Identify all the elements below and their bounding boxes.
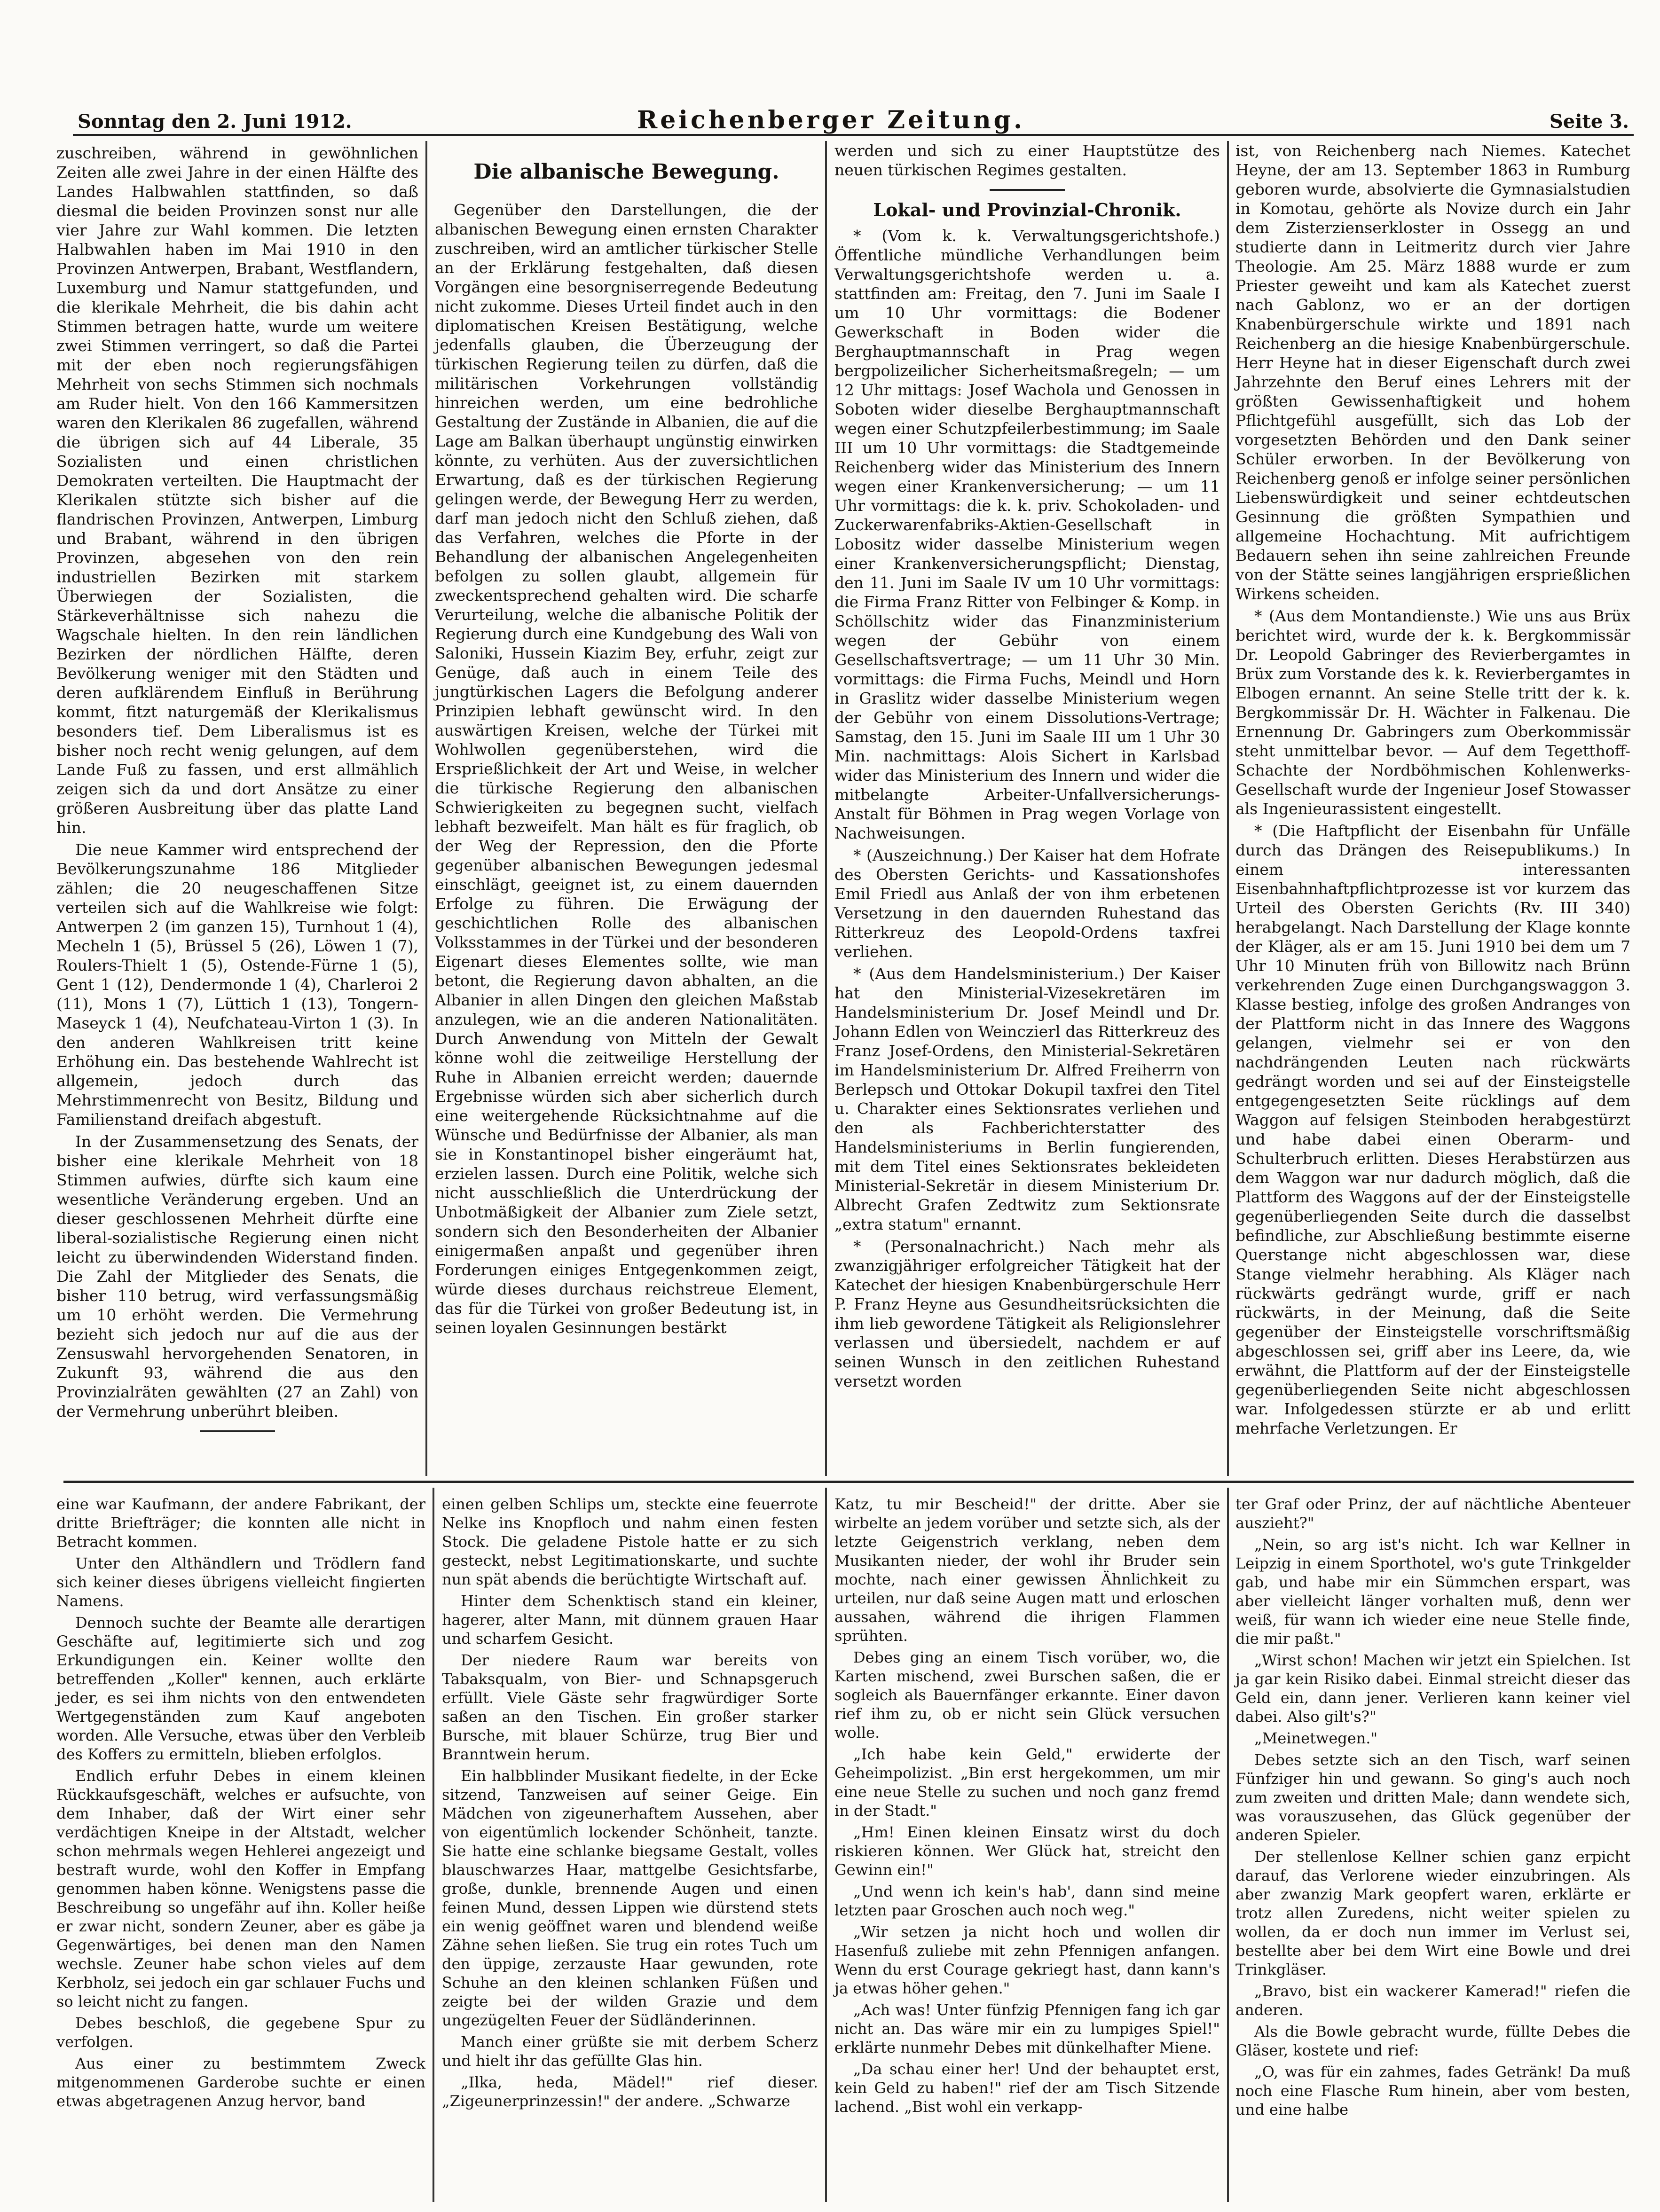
paragraph: „Nein, so arg ist's nicht. Ich war Kellner in Leipzig in einem Sporthotel, wo's gute Trinkgelder gab, und habe mir ein Sümmchen erspart, was aber vielleicht länger vorhalten muß, denn wer weiß, für wann ich wieder eine neue Stelle finde, die mir paßt.": [1235, 1536, 1630, 1647]
paragraph: Dennoch suchte der Beamte alle derartigen Geschäfte auf, legitimierte sich und zog Erkundigungen ein. Keiner wollte den betreffenden „Koller" kennen, auch erklärte jeder, es sei ihm nichts von den entwendeten Wertgegenständen zum Kauf angeboten worden. Alle Versuche, etwas über den Verbleib des Koffers zu ermitteln, blieben erfolglos.: [56, 1614, 425, 1763]
feuilleton-column-1: [56, 1495, 425, 2113]
paragraph: Unter den Althändlern und Trödlern fand sich keiner dieses übrigens vielleicht fingierten Namens.: [56, 1554, 425, 1610]
column-divider: [825, 141, 827, 1476]
feuilleton-column-2: [442, 1495, 818, 2113]
article-end-rule: [200, 1430, 275, 1432]
header-date: Sonntag den 2. Juni 1912.: [78, 110, 352, 133]
paragraph: zuschreiben, während in gewöhnlichen Zeiten alle zwei Jahre in der einen Hälfte des Landes Halbwahlen stattfinden, so daß diesmal die beiden Provinzen sonst nur alle vier Jahre zur Wahl kommen. Die letzten Halbwahlen haben im Mai 1910 in den Provinzen Antwerpen, Brabant, Westflandern, Luxemburg und Namur stattgefunden, und die klerikale Mehrheit, die bis dahin acht Stimmen betragen hatte, wurde um weitere zwei Stimmen verringert, so daß die Partei mit der eben noch regierungsfähigen Mehrheit von sechs Stimmen sich nochmals am Ruder hielt. Von den 166 Kammersitzen waren den Klerikalen 86 zugefallen, während die übrigen sich auf 44 Liberale, 35 Sozialisten und einen christlichen Demokraten verteilten. Die Hauptmacht der Klerikalen stützte sich bisher auf die flandrischen Provinzen, Antwerpen, Limburg und Brabant, während in den übrigen Provinzen, abgesehen von den rein industriellen Bezirken mit starkem Überwiegen der Sozialisten, die Stärkeverhältnisse sich nahezu die Wagschale hielten. In den rein ländlichen Bezirken der nördlichen Hälfte, deren Bevölkerung weniger mit den Städten und deren aufklärendem Einfluß in Berührung kommt, fitzt naturgemäß der Klerikalismus besonders tief. Dem Liberalismus ist es bisher noch recht wenig gelungen, auf dem Lande Fuß zu fassen, und erst allmählich zeigen sich da und dort Ansätze zu einer größeren Ausbreitung über das platte Land hin.: [56, 144, 418, 837]
paragraph: In der Zusammensetzung des Senats, der bisher eine klerikale Mehrheit von 18 Stimmen aufwies, dürfte sich kaum eine wesentliche Veränderung ergeben. Und an dieser geschlossenen Mehrheit dürfte eine liberal-sozialistische Regierung einen nicht leicht zu überwindenden Widerstand finden. Die Zahl der Mitglieder des Senats, die bisher 110 betrug, wird verfassungsmäßig um 10 erhöht werden. Die Vermehrung bezieht sich jedoch nur auf die aus der Zensuswahl hervorgehenden Senatoren, in Zukunft 93, während die aus den Provinzialräten gewählten (27 an Zahl) von der Vermehrung unberührt bleiben.: [56, 1132, 418, 1420]
paragraph: ist, von Reichenberg nach Niemes. Katechet Heyne, der am 13. September 1863 in Rumburg geboren wurde, absolvierte die Gymnasialstudien in Komotau, gehörte als Novize durch ein Jahr dem Zisterzienserkloster in Ossegg an und studierte dann in Leitmeritz durch vier Jahre Theologie. Am 25. März 1888 wurde er zum Priester geweiht und kam als Katechet zuerst nach Gablonz, wo er an der dortigen Knabenbürgerschule wirkte und 1891 nach Reichenberg an die hiesige Knabenbürgerschule. Herr Heyne hat in dieser Eigenschaft durch zwei Jahrzehnte den Beruf eines Lehrers mit der größten Gewissenhaftigkeit und hohem Pflichtgefühl ausgefüllt, sich das Lob der vorgesetzten Behörden und den Dank seiner Schüler erworben. In der Bevölkerung von Reichenberg genoß er infolge seiner persönlichen Liebenswürdigkeit und seiner echtdeutschen Gesinnung die größten Sympathien und allgemeine Hochachtung. Mit aufrichtigem Bedauern sehen ihn seine zahlreichen Freunde von der Stätte seines langjährigen ersprießlichen Wirkens scheiden.: [1235, 141, 1630, 603]
paragraph: Gegenüber den Darstellungen, die der albanischen Bewegung einen ernsten Charakter zuschreiben, wird an amtlicher türkischer Stelle an der Erklärung festgehalten, daß diesen Vorgängen eine besorgniserregende Bedeutung nicht zukomme. Dieses Urteil findet auch in den diplomatischen Kreisen Bestätigung, welche jedenfalls glauben, die Überzeugung der türkischen Regierung teilen zu dürfen, daß die militärischen Vorkehrungen vollständig hinreichen werden, um eine bedrohliche Gestaltung der Zustände in Albanien, die auf die Lage am Balkan überhaupt ungünstig einwirken könnte, zu verhüten. Aus der zuversichtlichen Erwartung, daß es der türkischen Regierung gelingen werde, der Bewegung Herr zu werden, darf man jedoch nicht den Schluß ziehen, daß das Verfahren, welches die Pforte in der Behandlung der albanischen Angelegenheiten befolgen zu sollen glaubt, allgemein für zweckentsprechend gehalten wird. Die scharfe Verurteilung, welche die albanische Politik der Regierung durch eine Kundgebung des Wali von Saloniki, Hussein Kiazim Bey, erfuhr, zeigt zur Genüge, daß auch in einem Teile des jungtürkischen Lagers die Befolgung anderer Prinzipien lebhaft gewünscht wird. In den auswärtigen Kreisen, welche der Türkei mit Wohlwollen gegenüberstehen, wird die Ersprießlichkeit der Art und Weise, in welcher die türkische Regierung den albanischen Schwierigkeiten zu begegnen sucht, vielfach lebhaft bezweifelt. Man hält es für fraglich, ob der Weg der Repression, den die Pforte gegenüber albanischen Bewegungen jedesmal einschlägt, geeignet ist, zu einem dauernden Erfolge zu führen. Die Erwägung der geschichtlichen Rolle des albanischen Volksstammes in der Türkei und der besonderen Eigenart dieses Elementes sollte, wie man betont, die Regierung davon abhalten, an die Albanier in allen Dingen den gleichen Maßstab anzulegen, wie an die anderen Nationalitäten. Durch Anwendung von Mitteln der Gewalt könne wohl die zeitweilige Herstellung der Ruhe in Albanien erreicht werden; dauernde Ergebnisse würden sich aber sicherlich durch eine weitergehende Rücksichtnahme auf die Wünsche und Bedürfnisse der Albanier, als man sie in Konstantinopel bisher eingeräumt hat, erzielen lassen. Durch eine Politik, welche sich nicht ausschließlich die Unterdrückung der Unbotmäßigkeit der Albanier zum Ziele setzt, sondern sich den Besonderheiten der Albanier einigermaßen anpaßt und gegenüber ihren Forderungen einiges Entgegenkommen zeigt, würde dieses durchaus reichstreue Element, das für die Türkei von großer Bedeutung ist, in seinen loyalen Gesinnungen bestärkt: [435, 201, 818, 1337]
paragraph: „Ich habe kein Geld," erwiderte der Geheimpolizist. „Bin erst hergekommen, um mir eine neue Stelle zu suchen und noch ganz fremd in der Stadt.": [834, 1745, 1220, 1820]
section-rule: [990, 189, 1065, 191]
newspaper-title: Reichenberger Zeitung.: [637, 106, 1025, 134]
paragraph: Die neue Kammer wird entsprechend der Bevölkerungszunahme 186 Mitglieder zählen; die 20 neugeschaffenen Sitze verteilen sich auf die Wahlkreise wie folgt: Antwerpen 2 (im ganzen 15), Turnhout 1 (4), Mecheln 1 (5), Brüssel 5 (26), Löwen 1 (7), Roulers-Thielt 1 (5), Ostende-Fürne 1 (5), Gent 1 (12), Dendermonde 1 (4), Charleroi 2 (11), Mons 1 (7), Lüttich 1 (13), Tongern-Maseyck 1 (4), Neufchateau-Virton 1 (3). In den anderen Wahlkreisen tritt keine Erhöhung ein. Das bestehende Wahlrecht ist allgemein, jedoch durch das Mehrstimmenrecht von Besitz, Bildung und Familienstand dreifach abgestuft.: [56, 840, 418, 1129]
paragraph: Katz, tu mir Bescheid!" der dritte. Aber sie wirbelte an jedem vorüber und setzte sich, als der letzte Geigenstrich verklang, neben dem Musikanten nieder, der wohl ihr Bruder sein mochte, nach einer gewissen Ähnlichkeit zu urteilen, nur daß seine Augen matt und erloschen aussahen, während die ihrigen Flammen sprühten.: [834, 1495, 1220, 1645]
paragraph: Manch einer grüßte sie mit derbem Scherz und hielt ihr das gefüllte Glas hin.: [442, 2033, 818, 2070]
paragraph: einen gelben Schlips um, steckte eine feuerrote Nelke ins Knopfloch und nahm einen festen Stock. Die geladene Pistole hatte er zu sich gesteckt, nebst Legitimationskarte, und suchte nun spät abends die berüchtigte Wirtschaft auf.: [442, 1495, 818, 1588]
paragraph: Der niedere Raum war bereits von Tabaksqualm, von Bier- und Schnapsgeruch erfüllt. Viele Gäste sehr fragwürdiger Sorte saßen an den Tischen. Ein großer starker Bursche, mit blauer Schürze, trug Bier und Branntwein herum.: [442, 1651, 818, 1763]
feuilleton-rule: [63, 1481, 1634, 1483]
paragraph: „Bravo, bist ein wackerer Kamerad!" riefen die anderen.: [1235, 1982, 1630, 2019]
paragraph: Ein halbblinder Musikant fiedelte, in der Ecke sitzend, Tanzweisen auf seiner Geige. Ein Mädchen von zigeunerhaftem Aussehen, aber von eigentümlich lockender Schönheit, tanzte. Sie hatte eine schlanke biegsame Gestalt, volles blauschwarzes Haar, mattgelbe Gesichtsfarbe, große, dunkle, brennende Augen und einen feinen Mund, dessen Lippen wie dürstend stets ein wenig geöffnet waren und blendend weiße Zähne sehen ließen. Sie trug ein rotes Tuch um den üppige, zerzauste Haar gewunden, rote Schuhe an den kleinen schlanken Füßen und zeigte bei der wilden Grazie und dem ungezügelten Feuer der Südländerinnen.: [442, 1767, 818, 2029]
paragraph: „Ach was! Unter fünfzig Pfennigen fang ich gar nicht an. Das wäre mir ein zu lumpiges Spiel!" erklärte nunmehr Debes mit dünkelhafter Miene.: [834, 2001, 1220, 2056]
paragraph: „Ilka, heda, Mädel!" rief dieser. „Zigeunerprinzessin!" der andere. „Schwarze: [442, 2073, 818, 2110]
header-rule: [73, 134, 1634, 136]
paragraph: „Da schau einer her! Und der behauptet erst, kein Geld zu haben!" rief der am Tisch Sitzende lachend. „Bist wohl ein verkapp-: [834, 2060, 1220, 2116]
column-divider: [1227, 1488, 1229, 2202]
news-item: * (Aus dem Handelsministerium.) Der Kaiser hat den Ministerial-Vizesekretären im Handelsministerium Dr. Josef Meindl und Dr. Johann Edlen von Weinczierl das Ritterkreuz des Franz Josef-Ordens, den Ministerial-Sekretären im Handelsministerium Dr. Alfred Freiherrn von Berlepsch und Ottokar Dokupil taxfrei den Titel u. Charakter eines Sektionsrates verliehen und den als Fachberichterstatter des Handelsministeriums in Berlin fungierenden, mit dem Titel eines Sektionsrates bekleideten Ministerial-Sekretär in diesem Ministerium Dr. Albrecht Grafen Zedtwitz zum Sektionsrate „extra statum" ernannt.: [834, 965, 1220, 1233]
paragraph: Endlich erfuhr Debes in einem kleinen Rückkaufsgeschäft, welches er aufsuchte, von dem Inhaber, daß der Wirt einer sehr verdächtigen Kneipe in der Altstadt, welcher schon mehrmals wegen Hehlerei angezeigt und bestraft wurde, wohl den Koffer in Empfang genommen haben könne. Wenigstens passe die Beschreibung so ungefähr auf ihn. Koller heiße er zwar nicht, sondern Zeuner, aber es gäbe ja Gegenwärtiges, bei denen man den Namen wechsle. Zeuner habe schon vieles auf dem Kerbholz, sei jedoch ein gar schlauer Fuchs und so leicht nicht zu fangen.: [56, 1767, 425, 2010]
news-item: * (Die Haftpflicht der Eisenbahn für Unfälle durch das Drängen des Reisepublikums.) In einem interessanten Eisenbahnhaftpflichtprozesse ist vor kurzem das Urteil des Obersten Gerichts (Rv. III 340) herabgelangt. Nach Darstellung der Klage konnte der Kläger, als er am 15. Juni 1910 bei dem um 7 Uhr 10 Minuten früh von Billowitz nach Brünn verkehrenden Zuge einen Durchgangswaggon 3. Klasse bestieg, infolge des großen Andranges von der Plattform nicht in das Innere des Waggons gelangen, vielmehr sei er von den nachdrängenden Leuten nach rückwärts gedrängt worden und sei auf der Einsteigstelle entgegengesetzten Seite rücklings auf dem Waggon auf felsigen Steinboden herabgestürzt und habe dabei einen Oberarm- und Schulterbruch erlitten. Dieses Herabstürzen aus dem Waggon war nur dadurch möglich, daß die Plattform des Waggons auf der der Einsteigstelle gegenüberliegenden Seite durch die dasselbst befindliche, zur Abschließung bestimmte eiserne Querstange nicht abgeschlossen war, diese Stange vielmehr herabhing. Als Kläger nach rückwärts gedrängt wurde, griff er nach rückwärts, in der Meinung, daß die Seite gegenüber der Einsteigstelle vorschriftsmäßig abgeschlossen sei, griff aber ins Leere, da, wie erwähnt, die Plattform auf der der Einsteigstelle gegenüberliegenden Seite nicht abgeschlossen war. Infolgedessen stürzte er ab und erlitt mehrfache Verletzungen. Er: [1235, 822, 1630, 1437]
article-title: Die albanische Bewegung.: [473, 160, 779, 184]
paragraph: „Und wenn ich kein's hab', dann sind meine letzten paar Groschen auch noch weg.": [834, 1883, 1220, 1919]
paragraph: Aus einer zu bestimmtem Zweck mitgenommenen Garderobe suchte er einen etwas abgetragenen Anzug hervor, band: [56, 2055, 425, 2110]
paragraph: Debes beschloß, die gegebene Spur zu verfolgen.: [56, 2014, 425, 2051]
article-column-3: [834, 141, 1220, 1394]
paragraph: Hinter dem Schenktisch stand ein kleiner, hagerer, alter Mann, mit dünnem grauen Haar und scharfem Gesicht.: [442, 1592, 818, 1647]
column-divider: [1227, 141, 1229, 1476]
page-number: Seite 3.: [1549, 110, 1629, 133]
column-divider: [425, 141, 427, 1476]
paragraph: werden und sich zu einer Hauptstütze des neuen türkischen Regimes gestalten.: [834, 141, 1220, 179]
paragraph: Debes setzte sich an den Tisch, warf seinen Fünfziger hin und gewann. So ging's auch noch zum zweiten und dritten Male; dann wendete sich, was vorauszusehen, das Glück gegenüber der anderen Spieler.: [1235, 1751, 1630, 1844]
paragraph: eine war Kaufmann, der andere Fabrikant, der dritte Briefträger; die konnten alle nicht in Betracht kommen.: [56, 1495, 425, 1551]
news-item: * (Vom k. k. Verwaltungsgerichtshofe.) Öffentliche mündliche Verhandlungen beim Verwaltungsgerichtshofe werden u. a. stattfinden am: Freitag, den 7. Juni im Saale I um 10 Uhr vormittags: die Bodener Gewerkschaft in Boden wider die Berghauptmannschaft in Prag wegen bergpolizeilicher Sicherheitsmaßregeln; — um 12 Uhr mittags: Josef Wachola und Genossen in Soboten wider dieselbe Berghauptmannschaft wegen einer Schutzpfeilerbestimmung; im Saale III um 10 Uhr vormittags: die Stadtgemeinde Reichenberg wider das Ministerium des Innern wegen einer Krankenversicherung; — um 11 Uhr vormittags: die k. k. priv. Schokoladen- und Zuckerwarenfabriks-Aktien-Gesellschaft in Lobositz wider dasselbe Ministerium wegen einer Krankenversicherungspflicht; Dienstag, den 11. Juni im Saale IV um 10 Uhr vormittags: die Firma Franz Ritter von Felbinger & Komp. in Schöllschitz wider das Finanzministerium wegen der Gebühr von einem Gesellschaftsvertrage; — um 11 Uhr 30 Min. vormittags: die Firma Fuchs, Meindl und Horn in Graslitz wider dasselbe Ministerium wegen der Gebühr von einem Dissolutions-Vertrage; Samstag, den 15. Juni im Saale III um 1 Uhr 30 Min. nachmittags: Alois Sichert in Karlsbad wider das Ministerium des Innern und wider die mitbelangte Arbeiter-Unfallversicherungs-Anstalt für Böhmen in Prag wegen Vorlage von Nachweisungen.: [834, 227, 1220, 842]
news-item: * (Personalnachricht.) Nach mehr als zwanzigjähriger erfolgreicher Tätigkeit hat der Katechet der hiesigen Knabenbürgerschule Herr P. Franz Heyne aus Gesundheitsrücksichten die ihm lieb gewordene Tätigkeit als Religionslehrer verlassen und übersiedelt, nachdem er auf seinen Wunsch in den zeitlichen Ruhestand versetzt worden: [834, 1237, 1220, 1390]
news-item: * (Auszeichnung.) Der Kaiser hat dem Hofrate des Obersten Gerichts- und Kassationshofes Emil Friedl aus Anlaß der von ihm erbetenen Versetzung in den dauernden Ruhestand das Ritterkreuz des Leopold-Ordens taxfrei verliehen.: [834, 846, 1220, 961]
news-item: * (Aus dem Montandienste.) Wie uns aus Brüx berichtet wird, wurde der k. k. Bergkommissär Dr. Leopold Gabringer des Revierbergamtes in Brüx zum Vorstande des k. k. Revierbergamtes in Elbogen ernannt. An seine Stelle tritt der k. k. Bergkommissär Dr. H. Wächter in Falkenau. Die Ernennung Dr. Gabringers zum Oberkommissär steht unmittelbar bevor. — Auf dem Tegetthoff-Schachte der Nordböhmischen Kohlenwerks-Gesellschaft wurde der Ingenieur Josef Stowasser als Ingenieurassistent eingestellt.: [1235, 607, 1630, 818]
section-title: Lokal- und Provinzial-Chronik.: [873, 199, 1181, 220]
paragraph: Als die Bowle gebracht wurde, füllte Debes die Gläser, kostete und rief:: [1235, 2023, 1630, 2059]
feuilleton-column-4: [1235, 1495, 1630, 2122]
paragraph: Der stellenlose Kellner schien ganz erpicht darauf, das Verlorene wieder einzubringen. Als aber zwanzig Mark geopfert waren, erklärte er trotz allen Zuredens, nicht weiter spielen zu wollen, da er doch nun immer im Verlust sei, bestellte aber bei dem Wirt eine Bowle und drei Trinkgläser.: [1235, 1848, 1630, 1978]
paragraph: „Hm! Einen kleinen Einsatz wirst du doch riskieren können. Wer Glück hat, streicht den Gewinn ein!": [834, 1823, 1220, 1879]
paragraph: „Wir setzen ja nicht hoch und wollen dir Hasenfuß zuliebe mit zehn Pfennigen anfangen. Wenn du erst Courage gekriegt hast, dann kann's ja etwas höher gehen.": [834, 1923, 1220, 1997]
article-column-2: [435, 143, 818, 1340]
paragraph: „Wirst schon! Machen wir jetzt ein Spielchen. Ist ja gar kein Risiko dabei. Einmal streicht dieser das Geld ein, dann jener. Verlieren kann keiner viel dabei. Also gilt's?": [1235, 1651, 1630, 1726]
paragraph: ter Graf oder Prinz, der auf nächtliche Abenteuer auszieht?": [1235, 1495, 1630, 1532]
article-column-4: [1235, 141, 1630, 1441]
paragraph: „O, was für ein zahmes, fades Getränk! Da muß noch eine Flasche Rum hinein, aber vom besten, und eine halbe: [1235, 2063, 1630, 2118]
paragraph: Debes ging an einem Tisch vorüber, wo, die Karten mischend, zwei Burschen saßen, die er sogleich als Bauernfänger erkannte. Einer davon rief ihm zu, ob er nicht sein Glück versuchen wolle.: [834, 1648, 1220, 1741]
column-divider: [433, 1488, 434, 2202]
feuilleton-column-3: [834, 1495, 1220, 2119]
column-divider: [825, 1488, 827, 2202]
article-column-1: [56, 143, 418, 1442]
paragraph: „Meinetwegen.": [1254, 1729, 1378, 1747]
